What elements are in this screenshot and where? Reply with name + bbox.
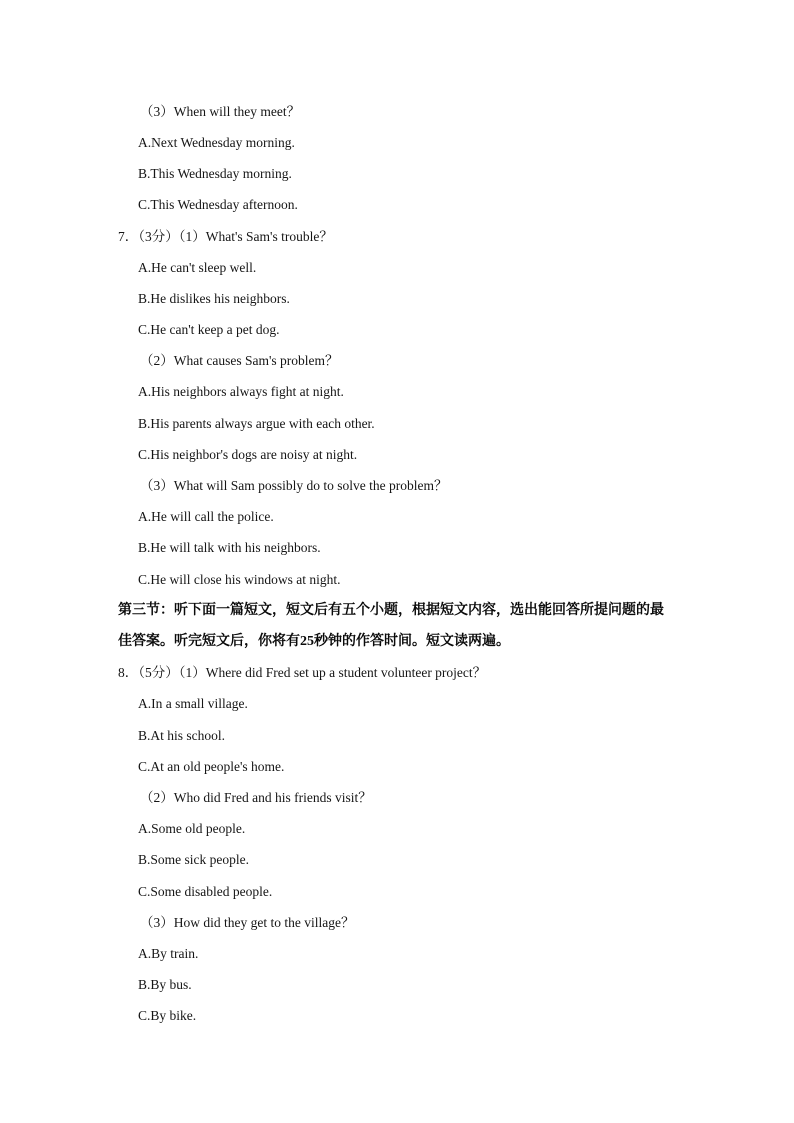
option-c: C.By bike. <box>138 1008 197 1023</box>
question-8-header: 8．（5分）（1）Where did Fred set up a student volunteer project？ <box>118 665 487 680</box>
option-a: A.Next Wednesday morning. <box>138 135 295 150</box>
section-instruction-line-1: 第三节：听下面一篇短文，短文后有五个小题，根据短文内容，选出能回答所提问题的最 <box>118 603 664 618</box>
option-c: C.At an old people's home. <box>138 759 285 774</box>
section-instruction-line-2: 佳答案。听完短文后，你将有25秒钟的作答时间。短文读两遍。 <box>118 634 510 649</box>
option-c: C.Some disabled people. <box>138 884 273 899</box>
option-a: A.Some old people. <box>138 821 246 836</box>
option-b: B.At his school. <box>138 728 226 743</box>
option-a: A.In a small village. <box>138 696 248 711</box>
option-a: A.He can't sleep well. <box>138 260 257 275</box>
question-prompt: （3）When will they meet？ <box>140 104 301 119</box>
question-7-header: 7．（3分）（1）What's Sam's trouble？ <box>118 229 333 244</box>
option-c: C.He will close his windows at night. <box>138 572 341 587</box>
option-b: B.This Wednesday morning. <box>138 166 292 181</box>
option-b: B.He dislikes his neighbors. <box>138 291 290 306</box>
option-c: C.His neighbor's dogs are noisy at night. <box>138 447 358 462</box>
option-c: C.He can't keep a pet dog. <box>138 322 280 337</box>
question-prompt: （3）What will Sam possibly do to solve the problem？ <box>140 478 448 493</box>
option-b: B.He will talk with his neighbors. <box>138 540 321 555</box>
option-c: C.This Wednesday afternoon. <box>138 197 298 212</box>
option-b: B.By bus. <box>138 977 192 992</box>
option-a: A.He will call the police. <box>138 509 274 524</box>
option-a: A.By train. <box>138 946 199 961</box>
question-prompt: （2）What causes Sam's problem？ <box>140 353 339 368</box>
option-b: B.Some sick people. <box>138 852 249 867</box>
question-prompt: （2）Who did Fred and his friends visit？ <box>140 790 372 805</box>
option-a: A.His neighbors always fight at night. <box>138 384 344 399</box>
option-b: B.His parents always argue with each other. <box>138 416 375 431</box>
question-prompt: （3）How did they get to the village？ <box>140 915 355 930</box>
